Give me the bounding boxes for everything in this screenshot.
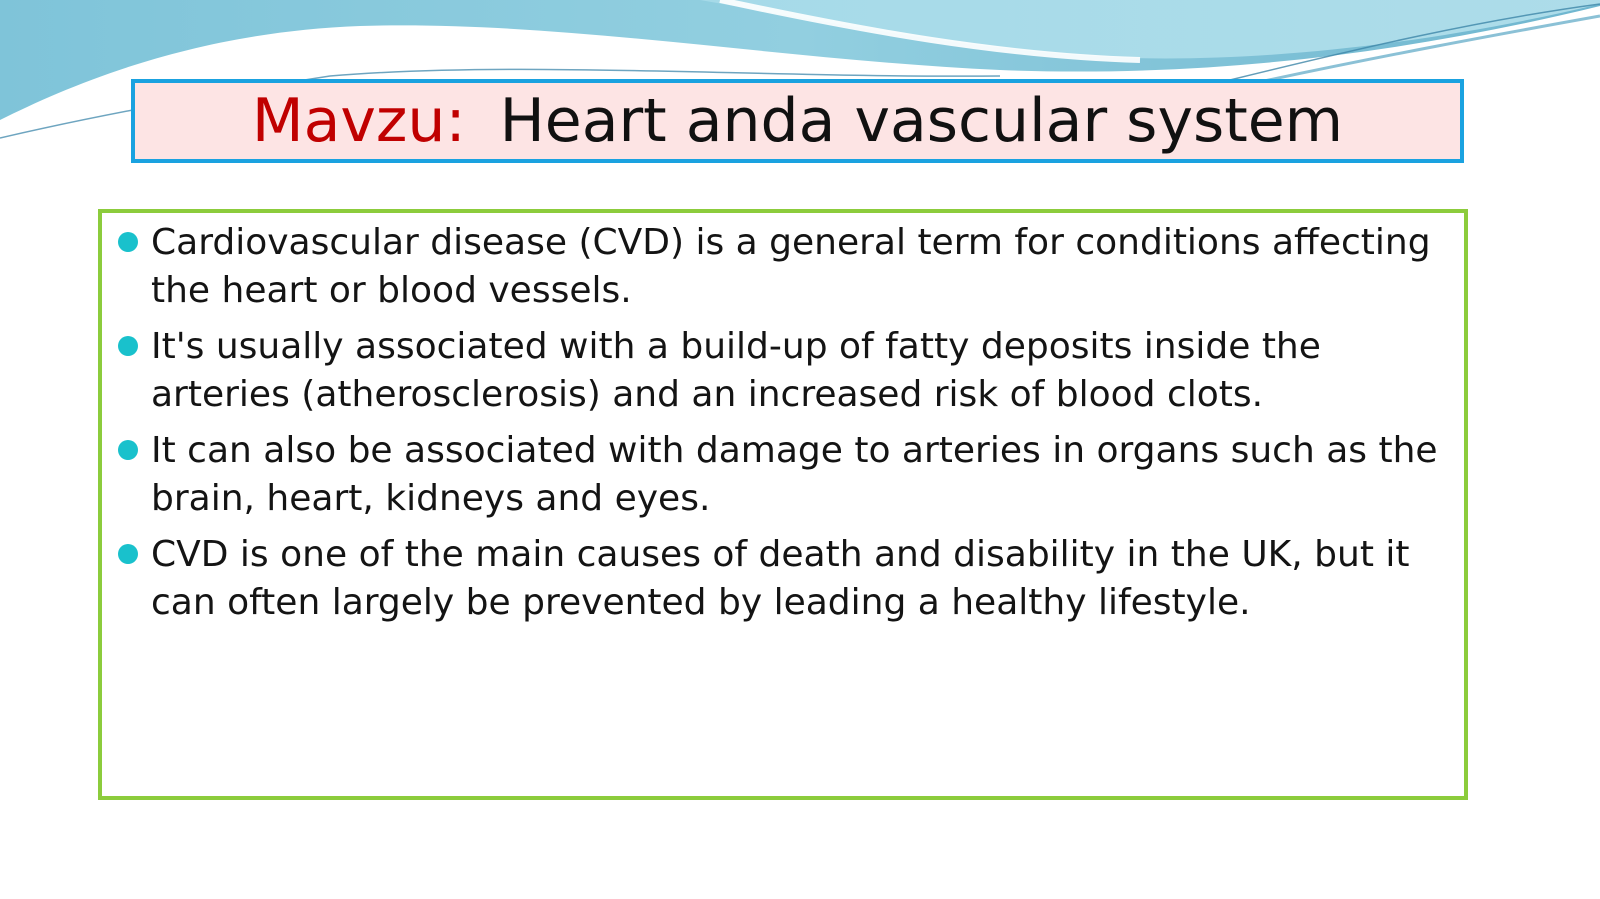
bullet-item	[116, 323, 1446, 419]
title-box	[131, 79, 1464, 163]
bullet-item	[116, 531, 1446, 627]
bullet-text: It's usually associated with a build-up of fatty deposits inside the arteries (atherosclerosis) and an increased risk of blood clots.	[151, 326, 1321, 415]
title-prefix: Mavzu:	[251, 86, 466, 156]
slide-title: Heart anda vascular system	[499, 86, 1344, 156]
bullet-item	[116, 427, 1446, 523]
bullet-dot-icon	[118, 232, 138, 252]
bullet-text: CVD is one of the main causes of death and disability in the UK, but it can often largely be prevented by leading a healthy lifestyle.	[151, 534, 1410, 623]
content-box	[98, 209, 1468, 800]
bullet-list	[116, 219, 1446, 635]
bullet-dot-icon	[118, 336, 138, 356]
bullet-item	[116, 219, 1446, 315]
bullet-dot-icon	[118, 544, 138, 564]
bullet-text: It can also be associated with damage to arteries in organs such as the brain, heart, kidneys and eyes.	[151, 430, 1438, 519]
bullet-dot-icon	[118, 440, 138, 460]
bullet-text: Cardiovascular disease (CVD) is a general term for conditions affecting the heart or blood vessels.	[151, 222, 1431, 311]
